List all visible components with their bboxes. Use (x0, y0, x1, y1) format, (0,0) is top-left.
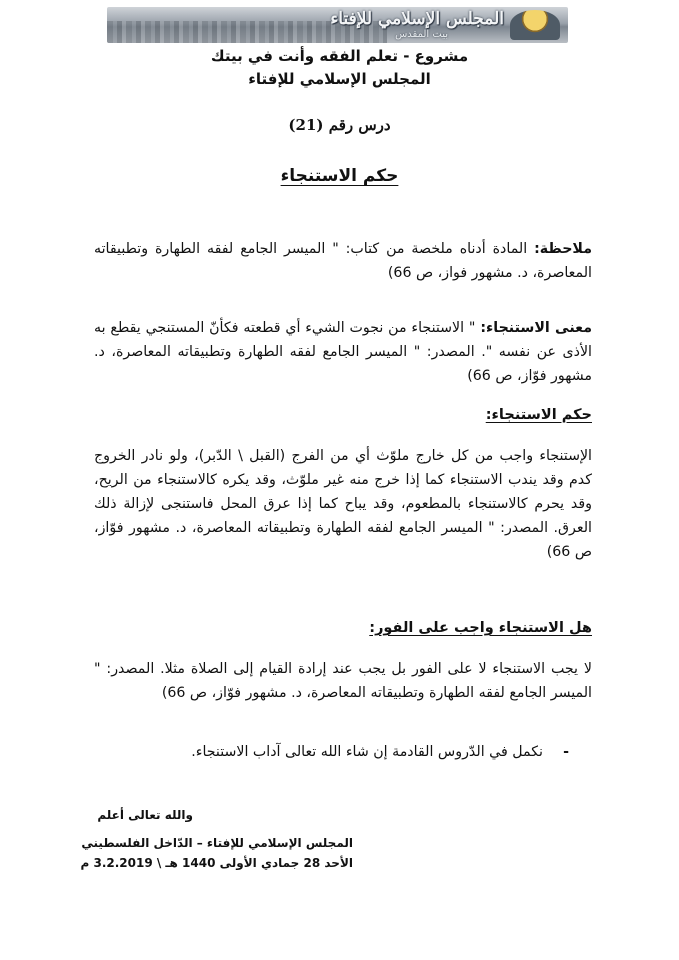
project-title: مشروع - تعلم الفقه وأنت في بيتك (210, 47, 469, 65)
signature-council: المجلس الإسلامي للإفتاء – الدّاخل الفلسطيني (81, 836, 353, 850)
ruling-paragraph: الإستنجاء واجب من كل خارج ملوّث أي من الفرج (القبل \ الدّبر)، ولو نادر الخروج كدم وقد يندب الاستنجاء كما إذا خرج منه غير ملوّث، وقد يكره كالاستنجاء من الريح، وقد يحرم كالاستنجاء بالمطعوم، وقد يباح كما إذا عرق المحل فاستنجى لإزالة ذلك العرق. المصدر: " الميسر الجامع لفقه الطهارة وتطبيقاته المعاصرة، د. مشهور فوّاز، ص 66) (94, 448, 592, 560)
header-banner (107, 7, 568, 43)
ruling-heading: حكم الاستنجاء: (485, 407, 592, 423)
bullet-text: نكمل في الدّروس القادمة إن شاء الله تعالى آداب الاستنجاء. (191, 744, 543, 760)
dome-emblem-icon (510, 10, 560, 40)
bullet-dash: - (563, 744, 569, 760)
banner-title: المجلس الإسلامي للإفتاء (330, 9, 504, 29)
banner-subtitle: بيت المقدس (395, 29, 448, 40)
note-label: ملاحظة: (534, 241, 592, 257)
meaning-paragraph (94, 316, 592, 388)
immediate-heading: هل الاستنجاء واجب على الفور: (369, 620, 592, 636)
meaning-text: " الاستنجاء من نجوت الشيء أي قطعته فكأنّ المستنجي يقطع به الأذى عن نفسه ". المصدر: " الميسر الجامع لفقه الطهارة وتطبيقاته المعاصرة، د. مشهور فوّاز، ص 66) (94, 320, 592, 384)
council-name: المجلس الإسلامي للإفتاء (248, 70, 431, 88)
note-paragraph (94, 237, 592, 285)
note-text: المادة أدناه ملخصة من كتاب: " الميسر الجامع لفقه الطهارة وتطبيقاته المعاصرة، د. مشهور فواز، ص 66) (94, 241, 592, 281)
meaning-label: معنى الاستنجاء: (480, 320, 592, 336)
closing-bullet (191, 744, 569, 760)
closing-allah-knows: والله تعالى أعلم (97, 808, 193, 822)
page-title: حكم الاستنجاء (280, 166, 399, 186)
lesson-number: درس رقم (21) (288, 116, 391, 134)
immediate-paragraph: لا يجب الاستنجاء لا على الفور بل يجب عند إرادة القيام إلى الصلاة مثلا. المصدر: " الميسر الجامع لفقه الطهارة وتطبيقاته المعاصرة، د. مشهور فوّاز، ص 66) (94, 661, 592, 701)
signature-date: الأحد 28 جمادي الأولى 1440 هـ \ 3.2.2019 م (80, 856, 353, 870)
